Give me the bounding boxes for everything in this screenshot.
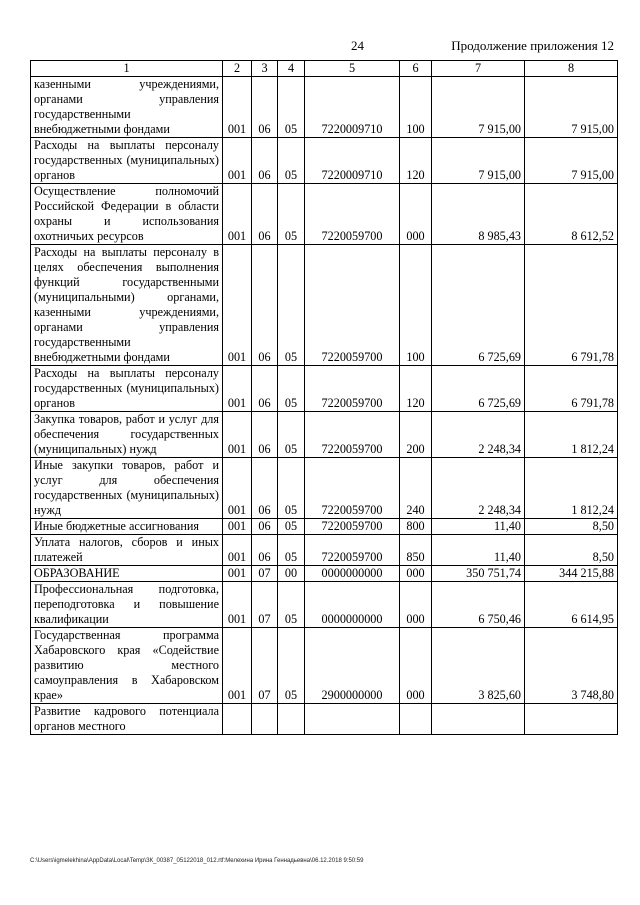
row-value-cell: 7220059700 (305, 412, 400, 458)
row-value-cell: 7 915,00 (432, 138, 525, 184)
row-value-cell: 7220059700 (305, 519, 400, 535)
row-name-cell: ОБРАЗОВАНИЕ (31, 566, 223, 582)
row-value-cell: 06 (252, 366, 278, 412)
row-name-cell: Расходы на выплаты персоналу государственных (муниципальных) органов (31, 138, 223, 184)
row-value-cell (525, 704, 618, 735)
row-value-cell: 800 (400, 519, 432, 535)
row-name-cell: Иные бюджетные ассигнования (31, 519, 223, 535)
row-value-cell: 11,40 (432, 519, 525, 535)
column-header: 5 (305, 61, 400, 77)
row-value-cell: 7220009710 (305, 138, 400, 184)
row-value-cell (400, 704, 432, 735)
row-value-cell: 001 (223, 628, 252, 704)
column-header: 8 (525, 61, 618, 77)
table-row (31, 704, 618, 735)
row-value-cell: 6 791,78 (525, 366, 618, 412)
row-value-cell: 05 (278, 184, 305, 245)
table-row (31, 77, 618, 138)
row-value-cell: 05 (278, 519, 305, 535)
table-row (31, 535, 618, 566)
row-value-cell: 06 (252, 535, 278, 566)
table-row (31, 566, 618, 582)
column-header: 3 (252, 61, 278, 77)
row-value-cell: 001 (223, 77, 252, 138)
row-name-cell: казенными учреждениями, органами управления государственными внебюджетными фондами (31, 77, 223, 138)
row-value-cell: 001 (223, 535, 252, 566)
row-value-cell: 05 (278, 582, 305, 628)
row-value-cell: 001 (223, 184, 252, 245)
row-name-cell: Иные закупки товаров, работ и услуг для обеспечения государственных (муниципальных) нужд (31, 458, 223, 519)
row-value-cell: 1 812,24 (525, 458, 618, 519)
column-header: 7 (432, 61, 525, 77)
table-header-row (31, 61, 618, 77)
row-value-cell: 001 (223, 566, 252, 582)
row-name-cell: Расходы на выплаты персоналу государственных (муниципальных) органов (31, 366, 223, 412)
row-value-cell: 000 (400, 184, 432, 245)
table-row (31, 138, 618, 184)
footer-file-path: C:\Users\igmelekhina\AppData\Local\Temp\ЗК_00387_05122018_012.rtf:Мелехина Ирина Геннадьевна\06.12.2018 9:50:59 (30, 858, 364, 864)
row-value-cell: 05 (278, 412, 305, 458)
row-value-cell: 001 (223, 582, 252, 628)
row-value-cell: 7220059700 (305, 245, 400, 366)
table-row (31, 366, 618, 412)
row-value-cell: 05 (278, 138, 305, 184)
row-value-cell: 05 (278, 458, 305, 519)
row-value-cell: 6 750,46 (432, 582, 525, 628)
row-value-cell: 8,50 (525, 535, 618, 566)
row-value-cell: 06 (252, 458, 278, 519)
row-value-cell: 7220059700 (305, 366, 400, 412)
table-row (31, 412, 618, 458)
row-value-cell: 001 (223, 245, 252, 366)
table-row (31, 582, 618, 628)
row-name-cell: Государственная программа Хабаровского края «Содействие развитию местного самоуправления в Хабаровском крае» (31, 628, 223, 704)
column-header: 2 (223, 61, 252, 77)
row-value-cell: 06 (252, 245, 278, 366)
row-value-cell: 120 (400, 138, 432, 184)
row-value-cell: 001 (223, 366, 252, 412)
row-value-cell: 350 751,74 (432, 566, 525, 582)
row-value-cell: 001 (223, 138, 252, 184)
column-header: 6 (400, 61, 432, 77)
row-value-cell: 200 (400, 412, 432, 458)
row-value-cell (432, 704, 525, 735)
row-value-cell: 000 (400, 582, 432, 628)
row-value-cell: 120 (400, 366, 432, 412)
row-name-cell: Развитие кадрового потенциала органов местного (31, 704, 223, 735)
column-header: 4 (278, 61, 305, 77)
continuation-label: Продолжение приложения 12 (451, 38, 614, 53)
row-value-cell: 0000000000 (305, 582, 400, 628)
row-value-cell: 6 791,78 (525, 245, 618, 366)
row-name-cell: Уплата налогов, сборов и иных платежей (31, 535, 223, 566)
row-value-cell: 05 (278, 628, 305, 704)
row-value-cell: 2900000000 (305, 628, 400, 704)
row-value-cell: 05 (278, 77, 305, 138)
row-value-cell: 000 (400, 628, 432, 704)
row-value-cell: 2 248,34 (432, 458, 525, 519)
row-value-cell: 100 (400, 245, 432, 366)
row-value-cell: 00 (278, 566, 305, 582)
row-value-cell: 06 (252, 412, 278, 458)
row-value-cell: 7 915,00 (525, 138, 618, 184)
row-name-cell: Закупка товаров, работ и услуг для обеспечения государственных (муниципальных) нужд (31, 412, 223, 458)
row-value-cell: 100 (400, 77, 432, 138)
row-value-cell: 000 (400, 566, 432, 582)
row-value-cell: 0000000000 (305, 566, 400, 582)
row-value-cell: 06 (252, 184, 278, 245)
row-value-cell: 07 (252, 628, 278, 704)
row-value-cell (223, 704, 252, 735)
row-value-cell: 06 (252, 519, 278, 535)
row-value-cell: 05 (278, 366, 305, 412)
row-value-cell (252, 704, 278, 735)
row-name-cell: Расходы на выплаты персоналу в целях обеспечения выполнения функций государственными (муниципальными) органами, казенными учреждениями, органами управления государственными внебюджетными фондами (31, 245, 223, 366)
row-value-cell: 7 915,00 (525, 77, 618, 138)
row-value-cell: 11,40 (432, 535, 525, 566)
row-value-cell: 07 (252, 582, 278, 628)
row-value-cell: 7 915,00 (432, 77, 525, 138)
row-value-cell: 07 (252, 566, 278, 582)
row-value-cell: 001 (223, 412, 252, 458)
row-value-cell: 06 (252, 138, 278, 184)
row-value-cell: 240 (400, 458, 432, 519)
table-row (31, 519, 618, 535)
row-value-cell: 05 (278, 245, 305, 366)
row-value-cell: 850 (400, 535, 432, 566)
table-row (31, 245, 618, 366)
row-value-cell: 8,50 (525, 519, 618, 535)
row-value-cell: 6 725,69 (432, 366, 525, 412)
row-value-cell: 6 614,95 (525, 582, 618, 628)
row-value-cell (278, 704, 305, 735)
column-header: 1 (31, 61, 223, 77)
row-value-cell: 05 (278, 535, 305, 566)
budget-table (30, 60, 618, 735)
row-value-cell: 7220059700 (305, 184, 400, 245)
row-name-cell: Профессиональная подготовка, переподготовка и повышение квалификации (31, 582, 223, 628)
row-value-cell: 1 812,24 (525, 412, 618, 458)
row-value-cell: 001 (223, 458, 252, 519)
page-number: 24 (351, 38, 364, 53)
row-value-cell (305, 704, 400, 735)
row-value-cell: 2 248,34 (432, 412, 525, 458)
table-row (31, 458, 618, 519)
row-value-cell: 3 748,80 (525, 628, 618, 704)
row-name-cell: Осуществление полномочий Российской Федерации в области охраны и использования охотничьих ресурсов (31, 184, 223, 245)
row-value-cell: 001 (223, 519, 252, 535)
row-value-cell: 3 825,60 (432, 628, 525, 704)
row-value-cell: 7220059700 (305, 535, 400, 566)
row-value-cell: 7220059700 (305, 458, 400, 519)
row-value-cell: 8 985,43 (432, 184, 525, 245)
row-value-cell: 06 (252, 77, 278, 138)
table-row (31, 628, 618, 704)
row-value-cell: 8 612,52 (525, 184, 618, 245)
row-value-cell: 6 725,69 (432, 245, 525, 366)
table-row (31, 184, 618, 245)
row-value-cell: 344 215,88 (525, 566, 618, 582)
row-value-cell: 7220009710 (305, 77, 400, 138)
